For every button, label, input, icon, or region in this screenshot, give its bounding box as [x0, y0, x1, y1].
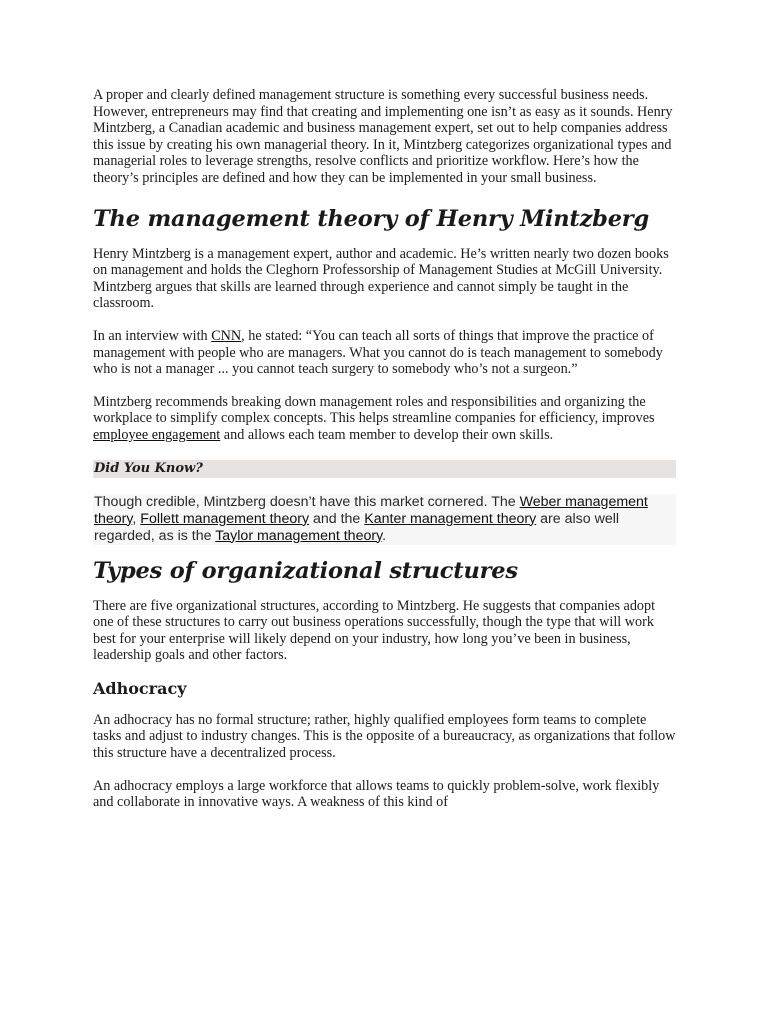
- employee-engagement-link[interactable]: employee engagement: [93, 426, 221, 443]
- weber-theory-link[interactable]: Weber management theory: [94, 493, 648, 527]
- recommendation-paragraph: [93, 394, 677, 444]
- adhocracy-paragraph-2: An adhocracy employs a large workforce that allows teams to quickly problem-solve, work flexibly and collaborate in innovative ways. A weakness of this kind of: [93, 777, 660, 811]
- dyk-separator-3: are also well regarded, as is the: [94, 510, 620, 544]
- kanter-theory-link[interactable]: Kanter management theory: [364, 510, 537, 527]
- dyk-separator-1: ,: [132, 510, 141, 527]
- taylor-theory-link[interactable]: Taylor management theory: [215, 527, 383, 544]
- dyk-separator-2: and the: [309, 510, 365, 527]
- intro-paragraph: A proper and clearly defined management structure is something every successful business needs. However, entrepreneurs may find that creating and implementing one isn’t as easy as it sounds. Henry Mintzberg, a Canadian academic and business management expert, set out to help companies address this issue by creating his own managerial theory. In it, Mintzberg categorizes organizational types and managerial roles to leverage strengths, resolve conflicts and prioritize workflow. Here’s how the theory’s principles are defined and how they can be implemented in your small business.: [93, 87, 673, 186]
- section-heading-mintzberg-theory: The management theory of Henry Mintzberg: [93, 205, 649, 232]
- interview-text-start: In an interview with: [93, 327, 212, 344]
- interview-paragraph: [93, 328, 677, 378]
- bio-paragraph: Henry Mintzberg is a management expert, author and academic. He’s written nearly two dozen books on management and holds the Cleghorn Professorship of Management Studies at McGill University. Mintzberg argues that skills are learned through experience and cannot simply be taught in the classroom.: [93, 245, 669, 312]
- dyk-text-end: .: [382, 527, 387, 544]
- subheading-adhocracy: Adhocracy: [93, 678, 187, 698]
- cnn-link[interactable]: CNN: [211, 327, 242, 344]
- did-you-know-title: Did You Know?: [93, 460, 676, 478]
- recommendation-text-end: and allows each team member to develop their own skills.: [220, 426, 554, 443]
- dyk-text-start: Though credible, Mintzberg doesn’t have this market cornered. The: [94, 493, 520, 510]
- section-heading-org-structures: Types of organizational structures: [93, 557, 518, 584]
- structures-paragraph: There are five organizational structures, according to Mintzberg. He suggests that companies adopt one of these structures to carry out business operations successfully, though the type that will work best for your enterprise will likely depend on your industry, how long you’ve been in business, leadership goals and other factors.: [93, 597, 656, 664]
- did-you-know-box: [93, 494, 676, 545]
- article: [93, 87, 677, 811]
- follett-theory-link[interactable]: Follett management theory: [140, 510, 310, 527]
- interview-text-end: , he stated: “You can teach all sorts of things that improve the practice of management with people who are managers. What you cannot do is teach management to somebody who is not a manager ... you cannot teach surgery to somebody who’s not a surgeon.”: [93, 327, 663, 378]
- adhocracy-paragraph-1: An adhocracy has no formal structure; rather, highly qualified employees form teams to complete tasks and adjust to industry changes. This is the opposite of a bureaucracy, as organizations that follow this structure have a decentralized process.: [93, 711, 676, 762]
- recommendation-text-start: Mintzberg recommends breaking down management roles and responsibilities and organizing the workplace to simplify complex concepts. This helps streamline companies for efficiency, improves: [93, 393, 655, 427]
